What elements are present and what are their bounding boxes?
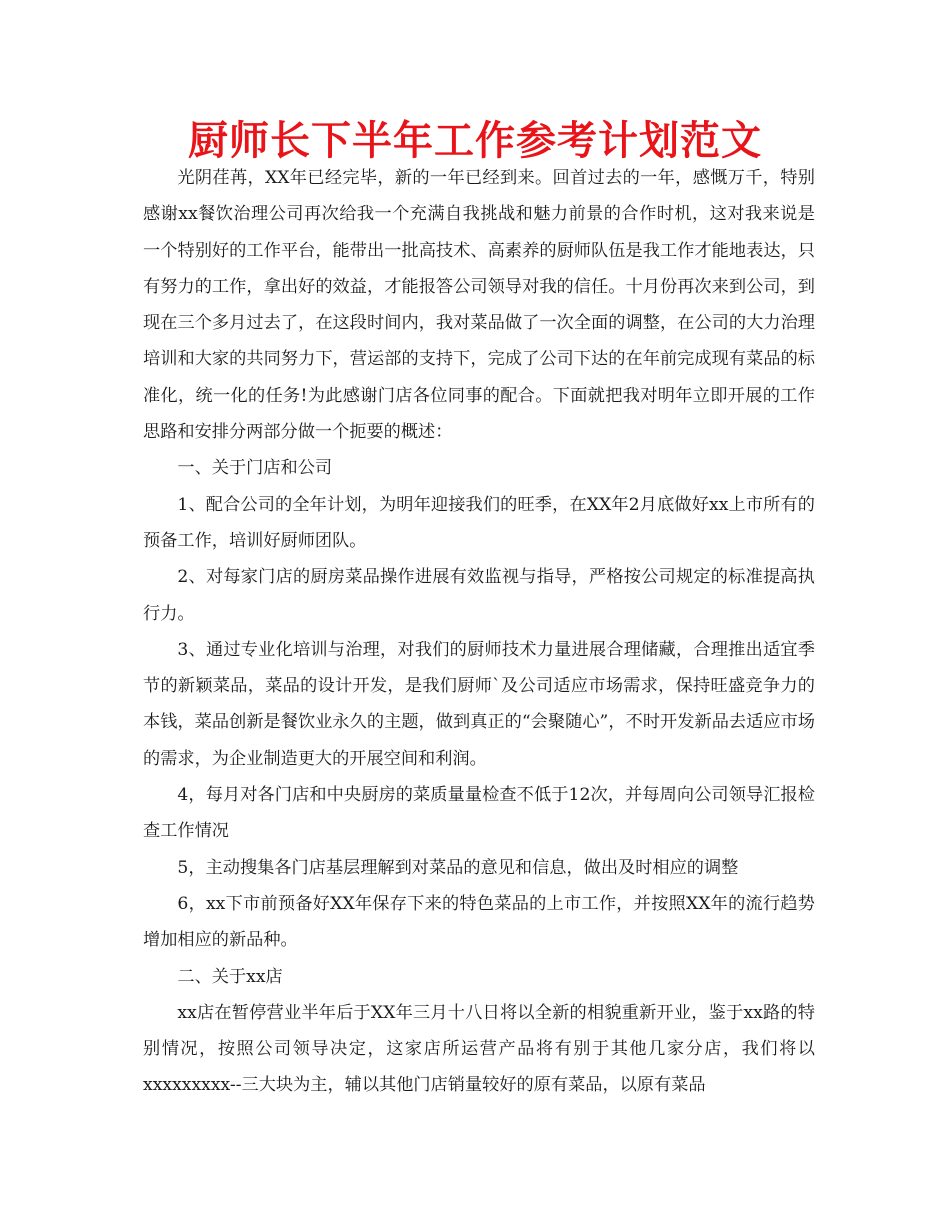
paragraph-xx-store: xx店在暂停营业半年后于XX年三月十八日将以全新的相貌重新开业，鉴于xx路的特别情况，按照公司领导决定，这家店所运营产品将有别于其他几家分店，我们将以xxxxxxxxx--三大块为主，辅以其他门店销量较好的原有菜品，以原有菜品: [143, 1002, 815, 1096]
paragraph-item-4: 4，每月对各门店和中央厨房的菜质量量检查不低于12次，并每周向公司领导汇报检查工作情况: [143, 785, 815, 842]
paragraph-item-3: 3、通过专业化培训与治理，对我们的厨师技术力量进展合理储藏，合理推出适宜季节的新颖菜品，菜品的设计开发，是我们厨师`及公司适应市场需求，保持旺盛竞争力的本钱，菜品创新是餐饮业永久的主题，做到真正的“会聚随心”，不时开发新品去适应市场的需求，为企业制造更大的开展空间和利润。: [143, 639, 815, 769]
paragraph-item-6: 6，xx下市前预备好XX年保存下来的特色菜品的上市工作，并按照XX年的流行趋势增加相应的新品种。: [143, 893, 815, 951]
paragraph-item-2: 2、对每家门店的厨房菜品操作进展有效监视与指导，严格按公司规定的标准提高执行力。: [143, 567, 815, 624]
section-heading-stores-and-company: 一、关于门店和公司: [177, 458, 333, 479]
paragraph-intro: 光阴荏苒，XX年已经完毕，新的一年已经到来。回首过去的一年，感慨万千，特别感谢xx餐饮治理公司再次给我一个充满自我挑战和魅力前景的合作时机，这对我来说是一个特别好的工作平台，能带出一批高技术、高素养的厨师队伍是我工作才能地表达，只有努力的工作，拿出好的效益，才能报答公司领导对我的信任。十月份再次来到公司，到现在三个多月过去了，在这段时间内，我对菜品做了一次全面的调整，在公司的大力治理培训和大家的共同努力下，营运部的支持下，完成了公司下达的在年前完成现有菜品的标准化，统一化的任务!为此感谢门店各位同事的配合。下面就把我对明年立即开展的工作思路和安排分两部分做一个扼要的概述：: [143, 168, 815, 443]
document-title: 厨师长下半年工作参考计划范文: [188, 118, 762, 164]
section-heading-xx-store: 二、关于xx店: [177, 966, 283, 987]
paragraph-item-5: 5，主动搜集各门店基层理解到对菜品的意见和信息，做出及时相应的调整: [177, 857, 739, 878]
paragraph-item-1: 1、配合公司的全年计划，为明年迎接我们的旺季，在XX年2月底做好xx上市所有的预备工作，培训好厨师团队。: [143, 494, 815, 551]
document-body: [143, 160, 815, 1104]
